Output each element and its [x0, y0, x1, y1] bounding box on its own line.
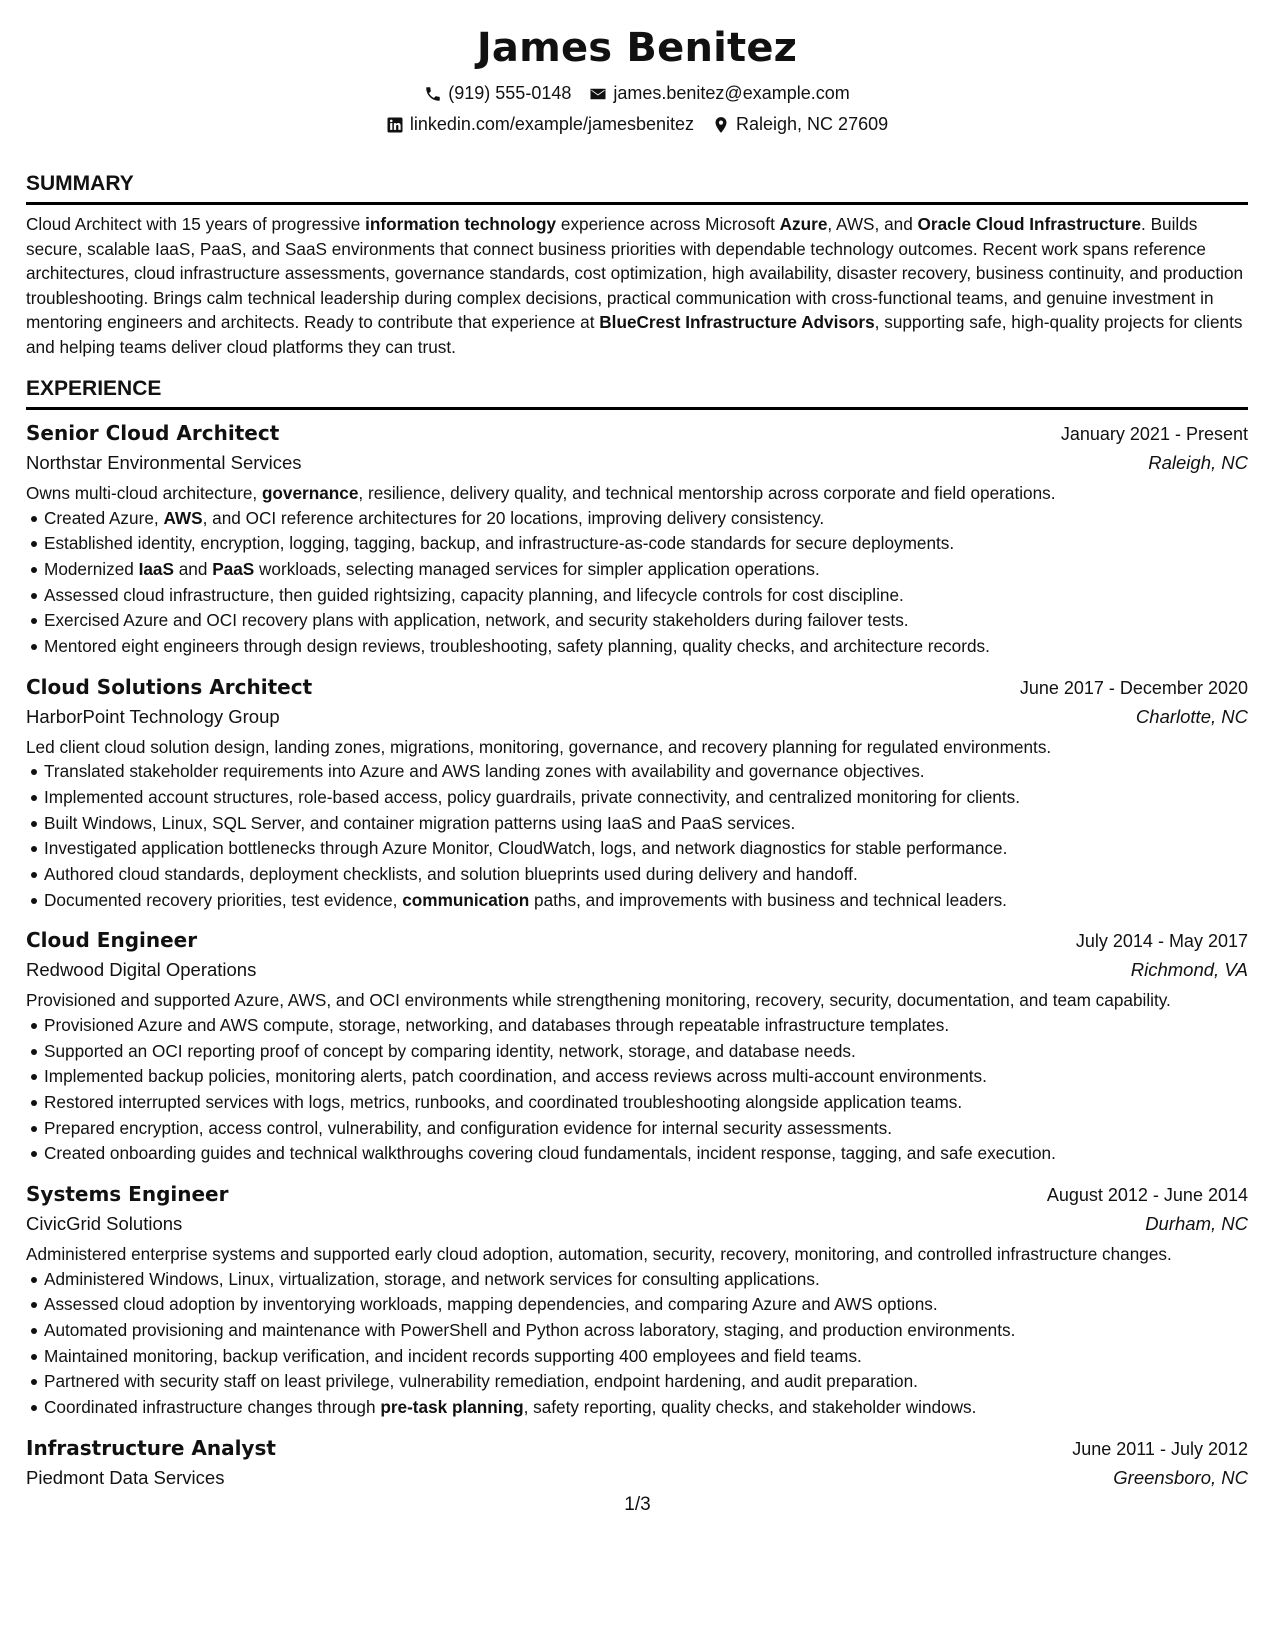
job-title: Systems Engineer [26, 1182, 229, 1207]
job-location: Richmond, VA [1130, 959, 1248, 981]
bullet-item: Coordinated infrastructure changes through pre-task planning, safety reporting, quality checks, and stakeholder windows. [44, 1395, 1248, 1421]
job-dates: June 2011 - July 2012 [1072, 1438, 1248, 1459]
email-address[interactable]: james.benitez@example.com [613, 83, 850, 103]
job-dates: January 2021 - Present [1060, 424, 1248, 444]
bullet-item: Maintained monitoring, backup verification, and incident records supporting 400 employees and field teams. [44, 1344, 1248, 1370]
bullet-item: Administered Windows, Linux, virtualization, storage, and network services for consulting applications. [44, 1267, 1248, 1293]
job-bullets [26, 1013, 1248, 1167]
phone-contact [424, 78, 571, 109]
bullet-item: Prepared encryption, access control, vulnerability, and configuration evidence for internal security assessments. [44, 1116, 1248, 1142]
job-entry [26, 1433, 1248, 1493]
job-description: Provisioned and supported Azure, AWS, and OCI environments while strengthening monitoring, recovery, security, documentation, and team capability. [26, 990, 1171, 1011]
summary-text: Cloud Architect with 15 years of progressive information technology experience across Microsoft Azure, AWS, and Oracle Cloud Infrastructure. Builds secure, scalable IaaS, PaaS, and SaaS environments that connect business priorities with dependable technology outcomes. Recent work spans reference architectures, cloud infrastructure assessments, governance standards, cost optimization, high availability, disaster recovery, business continuity, and production troubleshooting. Brings calm technical leadership during complex decisions, practical communication with cross-functional teams, and genuine investment in mentoring engineers and architects. Ready to contribute that experience at BlueCrest Infrastructure Advisors, supporting safe, high-quality projects for clients and helping teams deliver cloud platforms they can trust. [26, 214, 1244, 357]
bullet-item: Implemented account structures, role-based access, policy guardrails, private connectivity, and centralized monitoring for clients. [44, 785, 1248, 811]
envelope-icon [589, 85, 607, 103]
bullet-item: Automated provisioning and maintenance with PowerShell and Python across laboratory, staging, and production environments. [44, 1318, 1248, 1344]
job-dates: August 2012 - June 2014 [1046, 1185, 1248, 1206]
bullet-item: Investigated application bottlenecks through Azure Monitor, CloudWatch, logs, and network diagnostics for stable performance. [44, 836, 1248, 862]
job-location: Charlotte, NC [1135, 705, 1248, 727]
phone-icon [424, 85, 442, 103]
job-bullets [26, 759, 1248, 913]
job-title: Senior Cloud Architect [26, 421, 280, 445]
job-company: HarborPoint Technology Group [26, 705, 280, 727]
job-subheader [26, 1209, 1248, 1239]
contact-row-primary [26, 78, 1248, 109]
linkedin-url[interactable]: linkedin.com/example/jamesbenitez [409, 114, 695, 134]
location-contact [712, 109, 888, 140]
job-header [26, 418, 1248, 448]
job-location: Raleigh, NC [1148, 452, 1248, 473]
bullet-item: Supported an OCI reporting proof of concept by comparing identity, network, storage, and database needs. [44, 1039, 1248, 1065]
page-indicator: 1/3 [624, 1494, 651, 1515]
bullet-item: Assessed cloud adoption by inventorying workloads, mapping dependencies, and comparing Azure and AWS options. [44, 1292, 1248, 1318]
job-bullets [26, 506, 1248, 660]
linkedin-icon [386, 116, 404, 134]
location-text: Raleigh, NC 27609 [736, 114, 889, 134]
job-header [26, 1433, 1248, 1463]
job-description: Owns multi-cloud architecture, governance, resilience, delivery quality, and technical mentorship across corporate and field operations. [26, 483, 1056, 503]
contact-row-secondary [26, 109, 1248, 140]
job-subheader [26, 448, 1248, 478]
bullet-item: Assessed cloud infrastructure, then guided rightsizing, capacity planning, and lifecycle controls for cost discipline. [44, 583, 1248, 609]
job-bullets [26, 1267, 1248, 1421]
job-dates: July 2014 - May 2017 [1075, 931, 1248, 952]
job-entry [26, 418, 1248, 660]
job-title: Cloud Solutions Architect [26, 674, 313, 699]
job-title: Cloud Engineer [26, 928, 198, 953]
bullet-item: Documented recovery priorities, test evidence, communication paths, and improvements with business and technical leaders. [44, 888, 1248, 914]
experience-heading: EXPERIENCE [26, 375, 1248, 410]
job-description: Administered enterprise systems and supported early cloud adoption, automation, security, recovery, monitoring, and controlled infrastructure changes. [26, 1244, 1172, 1265]
bullet-item: Modernized IaaS and PaaS workloads, selecting managed services for simpler application operations. [44, 557, 1248, 583]
resume-page [26, 0, 1248, 1493]
job-dates: June 2017 - December 2020 [1019, 677, 1248, 698]
summary-heading: SUMMARY [26, 170, 1248, 205]
job-header [26, 925, 1248, 955]
job-location: Greensboro, NC [1113, 1466, 1248, 1488]
bullet-item: Built Windows, Linux, SQL Server, and container migration patterns using IaaS and PaaS services. [44, 811, 1248, 837]
job-company: Piedmont Data Services [26, 1466, 225, 1488]
job-subheader [26, 955, 1248, 985]
job-subheader [26, 702, 1248, 732]
bullet-item: Created onboarding guides and technical walkthroughs covering cloud fundamentals, incident response, tagging, and safe execution. [44, 1141, 1248, 1167]
bullet-item: Exercised Azure and OCI recovery plans with application, network, and security stakeholders during failover tests. [44, 608, 1248, 634]
bullet-item: Established identity, encryption, logging, tagging, backup, and infrastructure-as-code standards for secure deployments. [44, 531, 1248, 557]
job-header [26, 672, 1248, 702]
job-company: Northstar Environmental Services [26, 452, 302, 473]
email-contact[interactable] [589, 78, 849, 109]
job-company: CivicGrid Solutions [26, 1213, 183, 1235]
map-pin-icon [712, 116, 730, 134]
candidate-name: James Benitez [476, 25, 798, 71]
bullet-item: Restored interrupted services with logs, metrics, runbooks, and coordinated troubleshooting alongside application teams. [44, 1090, 1248, 1116]
phone-number: (919) 555-0148 [448, 83, 572, 103]
job-entry [26, 1179, 1248, 1421]
job-header [26, 1179, 1248, 1209]
experience-list [26, 418, 1248, 1493]
bullet-item: Created Azure, AWS, and OCI reference architectures for 20 locations, improving delivery consistency. [44, 506, 1248, 532]
bullet-item: Translated stakeholder requirements into Azure and AWS landing zones with availability and governance objectives. [44, 759, 1248, 785]
job-entry [26, 925, 1248, 1167]
job-subheader [26, 1463, 1248, 1493]
job-description: Led client cloud solution design, landing zones, migrations, monitoring, governance, and recovery planning for regulated environments. [26, 736, 1052, 757]
bullet-item: Mentored eight engineers through design reviews, troubleshooting, safety planning, quality checks, and architecture records. [44, 634, 1248, 660]
linkedin-contact[interactable] [386, 109, 694, 140]
job-location: Durham, NC [1145, 1213, 1248, 1235]
job-entry [26, 672, 1248, 914]
bullet-item: Provisioned Azure and AWS compute, storage, networking, and databases through repeatable infrastructure templates. [44, 1013, 1248, 1039]
job-company: Redwood Digital Operations [26, 959, 257, 981]
bullet-item: Implemented backup policies, monitoring alerts, patch coordination, and access reviews across multi-account environments. [44, 1064, 1248, 1090]
job-title: Infrastructure Analyst [26, 1435, 276, 1460]
bullet-item: Partnered with security staff on least privilege, vulnerability remediation, endpoint hardening, and audit preparation. [44, 1369, 1248, 1395]
bullet-item: Authored cloud standards, deployment checklists, and solution blueprints used during delivery and handoff. [44, 862, 1248, 888]
